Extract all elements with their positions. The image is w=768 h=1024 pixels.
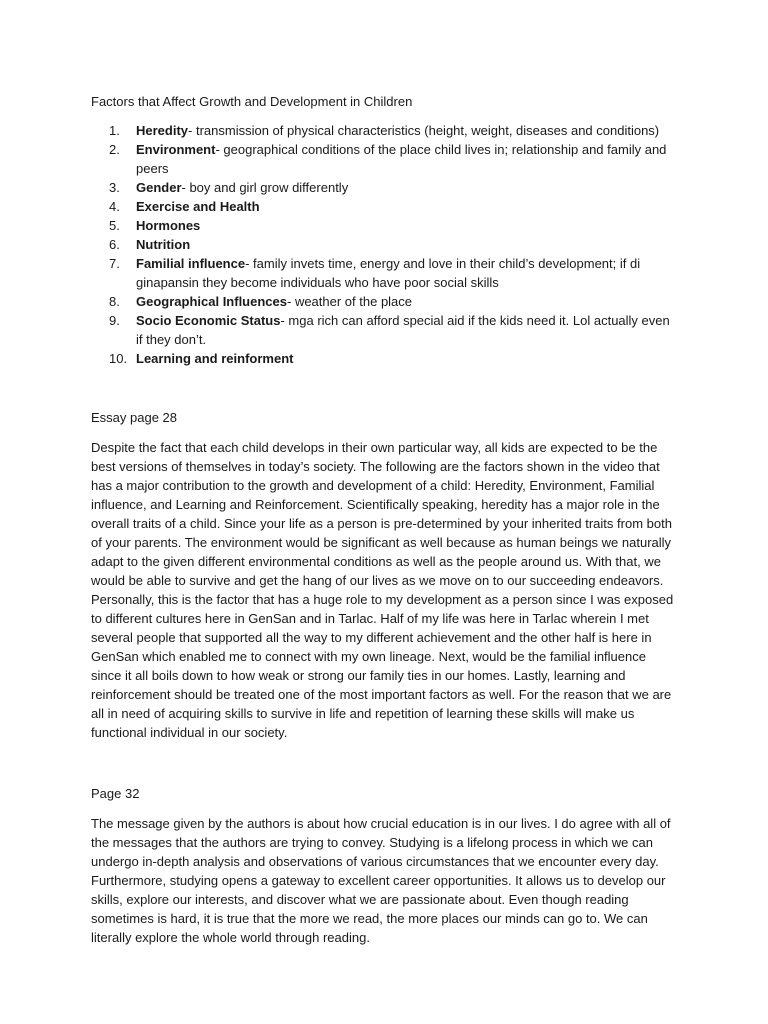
- factors-list: [91, 121, 676, 368]
- list-item-term: Familial influence: [136, 256, 246, 271]
- list-item: [91, 235, 676, 254]
- list-item-number: 5.: [109, 218, 120, 233]
- list-item-description: - geographical conditions of the place child lives in; relationship and family and peers: [136, 142, 667, 176]
- list-item: [91, 121, 676, 140]
- page32-paragraph: The message given by the authors is about how crucial education is in our lives. I do agree with all of the messages that the authors are trying to convey. Studying is a lifelong process in which we can undergo in-depth analysis and observations of various circumstances that we encounter every day. Furthermore, studying opens a gateway to excellent career opportunities. It allows us to develop our skills, explore our interests, and discover what we are passionate about. Even though reading sometimes is hard, it is true that the more we read, the more places our minds can go to. We can literally explore the whole world through reading.: [91, 816, 671, 945]
- essay-paragraph: Despite the fact that each child develops in their own particular way, all kids are expected to be the best versions of themselves in today’s society. The following are the factors shown in the video that has a major contribution to the growth and development of a child: Heredity, Environment, Familial influence, and Learning and Reinforcement. Scientifically speaking, heredity has a major role in the overall traits of a child. Since your life as a person is pre-determined by your inherited traits from both of your parents. The environment would be significant as well because as human beings we naturally adapt to the given different environmental conditions as well as the people around us. With that, we would be able to survive and get the hang of our lives as we move on to our succeeding endeavors. Personally, this is the factor that has a huge role to my development as a person since I was exposed to different cultures here in GenSan and in Tarlac. Half of my life was here in Tarlac wherein I met several people that supported all the way to my different achievement and the other half is here in GenSan which enabled me to connect with my own lineage. Next, would be the familial influence since it all boils down to how weak or strong our family ties in our homes. Lastly, learning and reinforcement should be treated one of the most important factors as well. For the reason that we are all in need of acquiring skills to survive in life and repetition of learning these skills will make us functional individual in our society.: [91, 440, 674, 740]
- document-page: [91, 92, 676, 947]
- list-item-term: Exercise and Health: [136, 199, 260, 214]
- list-item-number: 9.: [109, 313, 120, 328]
- list-item-number: 3.: [109, 180, 120, 195]
- list-item-description: - boy and girl grow differently: [181, 180, 349, 195]
- list-item: [91, 178, 676, 197]
- list-item-description: - mga rich can afford special aid if the kids need it. Lol actually even if they don’t.: [136, 313, 670, 347]
- list-item-term: Heredity: [136, 123, 189, 138]
- list-item-description: - weather of the place: [287, 294, 413, 309]
- list-item-description: - transmission of physical characteristics (height, weight, diseases and conditions): [188, 123, 660, 138]
- list-item-number: 6.: [109, 237, 120, 252]
- list-item: [91, 292, 676, 311]
- list-item: [91, 216, 676, 235]
- list-item: [91, 311, 676, 349]
- list-item-term: Nutrition: [136, 237, 191, 252]
- page32-section-title: Page 32: [91, 786, 140, 801]
- list-item-number: 10.: [109, 351, 128, 366]
- list-item-number: 1.: [109, 123, 120, 138]
- list-item-term: Socio Economic Status: [136, 313, 281, 328]
- list-item: [91, 140, 676, 178]
- list-item-number: 8.: [109, 294, 120, 309]
- list-item-number: 7.: [109, 256, 120, 271]
- list-item-description: - family invets time, energy and love in their child’s development; if di ginapansin they become individuals who have poor social skills: [136, 256, 641, 290]
- list-item-term: Hormones: [136, 218, 201, 233]
- list-item-number: 2.: [109, 142, 120, 157]
- document-heading: Factors that Affect Growth and Development in Children: [91, 94, 413, 109]
- list-item: [91, 349, 676, 368]
- list-item-term: Gender: [136, 180, 182, 195]
- list-item-term: Environment: [136, 142, 216, 157]
- list-item-term: Learning and reinforment: [136, 351, 294, 366]
- list-item-number: 4.: [109, 199, 120, 214]
- essay-section-title: Essay page 28: [91, 410, 178, 425]
- list-item: [91, 254, 676, 292]
- list-item: [91, 197, 676, 216]
- list-item-term: Geographical Influences: [136, 294, 287, 309]
